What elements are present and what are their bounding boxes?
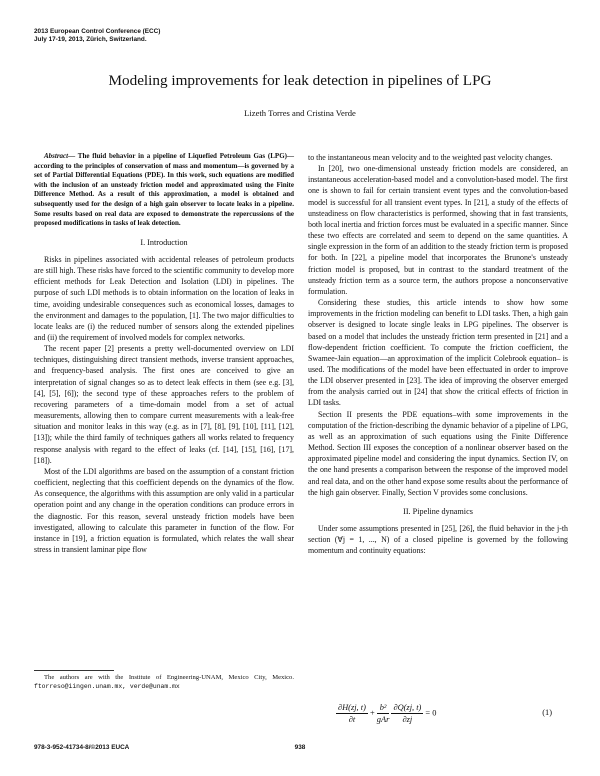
section-heading-introduction: I. Introduction — [140, 237, 188, 247]
left-column — [34, 152, 294, 555]
equation-number: (1) — [542, 708, 552, 717]
paragraph: Considering these studies, this article intends to show how some improvements in the friction modeling can benefit to LDI tasks. Then, a high gain observer is designed to locate single leaks in LPG pipelines. The observer is based on a model that includes the unsteady friction term presented in [21] and a flow-dependent friction coefficient. To compute the friction coefficient, the Swamee-Jain equation—an approximation of the implicit Colebrook equation– is used. The modifications of the model have been effectuated in order to improve the LDI observer presented in [23]. The idea of improving the observer emerged from the analysis carried out in [24] that show the critical effects of friction in LDI tasks. — [308, 298, 568, 408]
paper-title: Modeling improvements for leak detection in pipelines of LPG — [108, 72, 492, 89]
conference-header — [34, 28, 160, 44]
eq-term-3: $\frac{\partial Q(zj, t)}{\partial zj}$ — [393, 703, 422, 724]
paragraph: In [20], two one-dimensional unsteady friction models are considered, an instantaneous acceleration-based model and a convolution-based model. The first one is shown to fail for certain transient event types and the convolution-based model is successful for all transient event types. In [21], a study of the effects of unsteadiness on flow characteristics is performed, showing that in fast transients, both local inertia and friction forces must be evaluated in a specific manner. Since these two effects are correlated and seem to depend on the same quantities. A single expression in the form of an addition to the steady friction term is proposed for both. In [22], a pipeline model that incorporates the Brunone's unsteady friction model is proposed, but in contrast to the standard treatment of the unsteady friction term as a source term, the authors propose a nonconservative formulation. — [308, 164, 568, 296]
paper-authors: Lizeth Torres and Cristina Verde — [244, 108, 356, 118]
page-number: 938 — [294, 744, 306, 751]
footnote — [34, 673, 294, 691]
footer-isbn: 978-3-952-41734-8/©2013 EUCA — [34, 744, 130, 751]
paragraph: Section II presents the PDE equations–with some improvements in the computation of the friction-describing the dynamic behavior of a pipeline of LPG, as well as an approximation of such equations using the Finite Difference Method. Section III exposes the conception of a nonlinear observer based on the approximated pipeline model and considering the input dynamics. Section IV, on the one hand presents a comparison between the response of the improved model and real data, and on the other hand expose some results about the performance of the high gain observer. Finally, Section V provides some conclusions. — [308, 409, 568, 497]
paragraph: Risks in pipelines associated with accidental releases of petroleum products are still high. These risks have forced to the scientific community to develop more efficient methods for Leak Detection and Isolation (LDI) in pipelines. The purpose of such LDI methods is to obtain information on the location of leaks in time, avoiding undesirable consequences such as economical losses, damages to the environment and damages to the population, [1]. The two major difficulties to locate leaks are (i) the reduced number of sensors along the extended pipelines and (ii) the requirement of involved models for complex networks. — [34, 254, 294, 342]
section-heading-pipeline-dynamics: II. Pipeline dynamics — [403, 506, 473, 516]
equation-1: $\frac{\partial H(zj, t)}{\partial t}$ + $\frac{\text{b²}}{\text{gAr}}$ $\frac{\partial Q(zj, t)}{\partial zj}$ = 0 (1) — [338, 703, 552, 724]
abstract-text: — The fluid behavior in a pipeline of Liquefied Petroleum Gas (LPG)—according to the principles of conservation of mass and momentum—is governed by a set of Partial Differential Equations (PDE). In this work, such equations are modified with the inclusion of an unsteady friction model and approximated using the Finite Difference Method. As a result of this approximation, a model is obtained and subsequently used for the design of a high gain observer to locate leaks in a pipeline. Some results based on real data are exposed to demonstrate the repercussions of the proposed modifications in tasks of leak detection. — [34, 152, 294, 228]
abstract-label: Abstract — [44, 152, 69, 160]
abstract — [34, 152, 294, 229]
footnote-divider — [34, 670, 114, 671]
paragraph: to the instantaneous mean velocity and to the weighted past velocity changes. — [308, 153, 553, 162]
footnote-text: The authors are with the Institute of Engineering-UNAM, Mexico City, Mexico. — [44, 674, 294, 681]
paragraph: Most of the LDI algorithms are based on the assumption of a constant friction coefficient, neglecting that this coefficient depends on the dynamics of the flow. As consequence, the algorithms with this assumption are only valid in a particular operation point and any change in the operation conditions can produce errors in the diagnostic. For this reason, several unsteady friction models have been investigated, allowing to calculate this parameter in function of the flow. For instance in [19], a friction equation is formulated, which relates the wall shear stress in transient laminar pipe flow — [34, 466, 294, 554]
conference-date-location: July 17-19, 2013, Zürich, Switzerland. — [34, 36, 147, 44]
eq-term-1: $\frac{\partial H(zj, t)}{\partial t}$ — [338, 703, 366, 724]
eq-term-2: $\frac{\text{b²}}{\text{gAr}}$ — [376, 703, 390, 724]
paragraph: The recent paper [2] presents a pretty well-documented overview on LDI techniques, distinguishing direct transient methods, inverse transient approaches, and frequency-based analysis. The first ones are conceived to give an interpretation of signal changes so as to detect leak effects in them (see e.g. [3], [4], [5], [6]); the second type of these approaches refers to the problem of recovering parameters of a time-domain model from a set of actual measurements, allowing then to compare current measurements with a leak-free situation and monitor leaks in this way (e.g. as in [7], [8], [9], [10], [11], [12], [13]); while the third family of techniques gathers all works related to frequency response analysis with regard to the effect of leaks (cf. [14], [15], [16], [17], [18]). — [34, 344, 294, 465]
conference-name: 2013 European Control Conference (ECC) — [34, 28, 161, 35]
paragraph: Under some assumptions presented in [25], [26], the fluid behavior in the j-th section (∀j = 1, ..., N) of a closed pipeline is governed by the following momentum and continuity equations: — [308, 524, 568, 556]
right-column — [308, 152, 568, 556]
footnote-emails: ftorreso@iingen.unam.mx, verde@unam.mx — [34, 683, 180, 690]
